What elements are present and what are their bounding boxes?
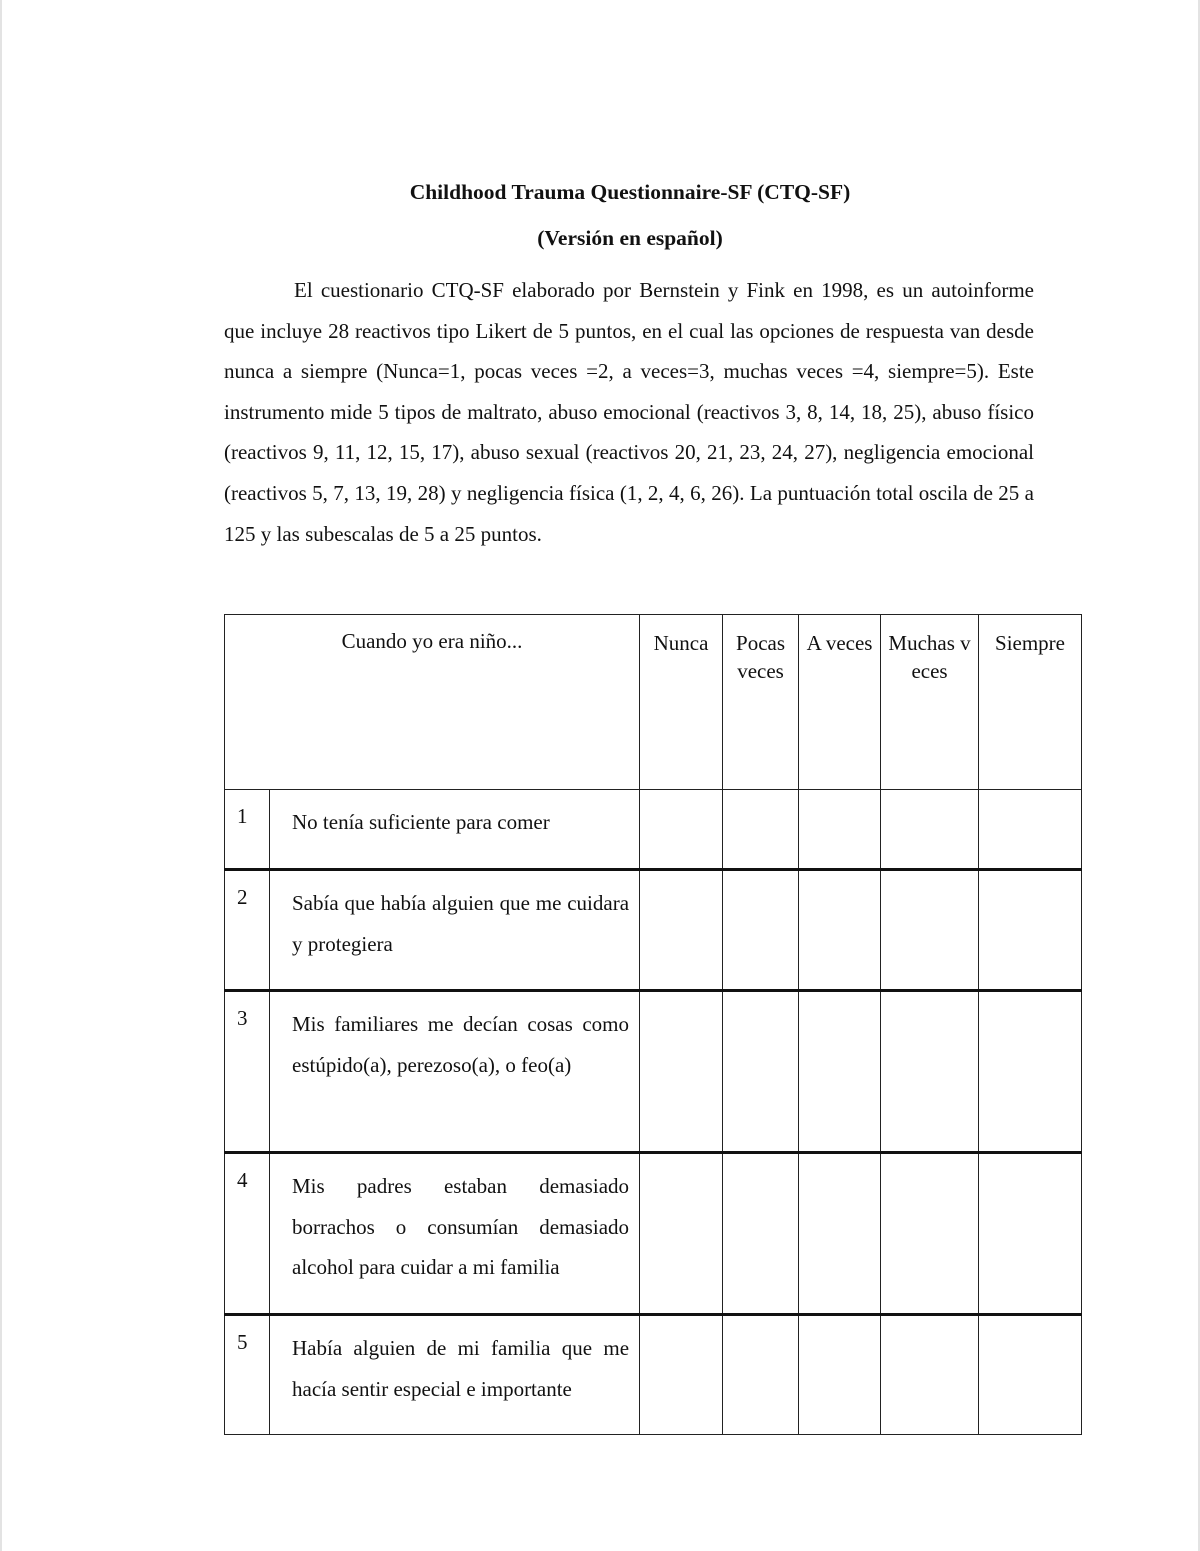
answer-cell-siempre[interactable]: [979, 991, 1082, 1153]
answer-cell-muchas-veces[interactable]: [881, 1315, 979, 1435]
option-header-muchas-veces: Muchas veces: [881, 615, 979, 790]
ctq-table: [224, 614, 1082, 1435]
answer-cell-a-veces[interactable]: [799, 1153, 881, 1315]
answer-cell-a-veces[interactable]: [799, 870, 881, 991]
option-header-nunca: Nunca: [640, 615, 723, 790]
item-text: Había alguien de mi familia que me hacía sentir especial e importante: [270, 1315, 640, 1435]
table-row: [225, 790, 1082, 870]
answer-cell-a-veces[interactable]: [799, 790, 881, 870]
option-header-a-veces: A veces: [799, 615, 881, 790]
answer-cell-pocas-veces[interactable]: [723, 1315, 799, 1435]
answer-cell-a-veces[interactable]: [799, 991, 881, 1153]
table-row: [225, 870, 1082, 991]
table-row: [225, 1315, 1082, 1435]
answer-cell-pocas-veces[interactable]: [723, 1153, 799, 1315]
answer-cell-siempre[interactable]: [979, 790, 1082, 870]
answer-cell-siempre[interactable]: [979, 870, 1082, 991]
answer-cell-nunca[interactable]: [640, 991, 723, 1153]
option-header-siempre: Siempre: [979, 615, 1082, 790]
document-title: Childhood Trauma Questionnaire-SF (CTQ-SF): [409, 180, 851, 204]
item-number: 4: [225, 1153, 270, 1315]
answer-cell-pocas-veces[interactable]: [723, 991, 799, 1153]
option-header-pocas-veces: Pocas veces: [723, 615, 799, 790]
answer-cell-muchas-veces[interactable]: [881, 870, 979, 991]
table-row: [225, 1153, 1082, 1315]
item-text: No tenía suficiente para comer: [270, 790, 640, 870]
answer-cell-nunca[interactable]: [640, 870, 723, 991]
item-text: Mis familiares me decían cosas como estúpido(a), perezoso(a), o feo(a): [270, 991, 640, 1153]
answer-cell-siempre[interactable]: [979, 1153, 1082, 1315]
answer-cell-muchas-veces[interactable]: [881, 790, 979, 870]
document-subtitle: (Versión en español): [537, 226, 723, 250]
answer-cell-pocas-veces[interactable]: [723, 870, 799, 991]
answer-cell-nunca[interactable]: [640, 790, 723, 870]
item-text: Mis padres estaban demasiado borrachos o consumían demasiado alcohol para cuidar a mi familia: [270, 1153, 640, 1315]
answer-cell-muchas-veces[interactable]: [881, 991, 979, 1153]
answer-cell-nunca[interactable]: [640, 1153, 723, 1315]
item-number: 1: [225, 790, 270, 870]
answer-cell-nunca[interactable]: [640, 1315, 723, 1435]
item-number: 2: [225, 870, 270, 991]
intro-paragraph: El cuestionario CTQ-SF elaborado por Bernstein y Fink en 1998, es un autoinforme que incluye 28 reactivos tipo Likert de 5 puntos, en el cual las opciones de respuesta van desde nunca a siempre (Nunca=1, pocas veces =2, a veces=3, muchas veces =4, siempre=5). Este instrumento mide 5 tipos de maltrato, abuso emocional (reactivos 3, 8, 14, 18, 25), abuso físico (reactivos 9, 11, 12, 15, 17), abuso sexual (reactivos 20, 21, 23, 24, 27), negligencia emocional (reactivos 5, 7, 13, 19, 28) y negligencia física (1, 2, 4, 6, 26). La puntuación total oscila de 25 a 125 y las subescalas de 5 a 25 puntos.: [224, 278, 1034, 546]
item-number: 5: [225, 1315, 270, 1435]
table-row: [225, 991, 1082, 1153]
stem-header: Cuando yo era niño...: [225, 615, 640, 790]
item-text: Sabía que había alguien que me cuidara y protegiera: [270, 870, 640, 991]
table-header-row: [225, 615, 1082, 790]
answer-cell-a-veces[interactable]: [799, 1315, 881, 1435]
answer-cell-pocas-veces[interactable]: [723, 790, 799, 870]
answer-cell-muchas-veces[interactable]: [881, 1153, 979, 1315]
item-number: 3: [225, 991, 270, 1153]
answer-cell-siempre[interactable]: [979, 1315, 1082, 1435]
